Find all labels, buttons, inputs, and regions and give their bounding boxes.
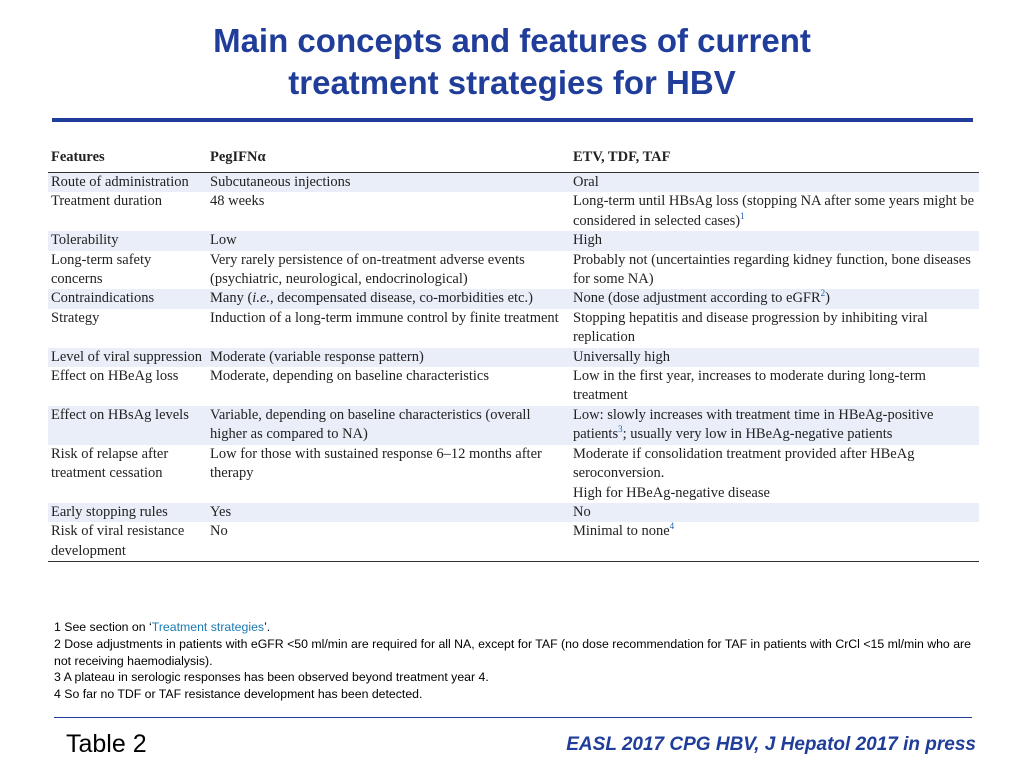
na-cell <box>570 445 979 503</box>
table-header-row <box>48 145 979 173</box>
table-row <box>48 289 979 308</box>
table-row <box>48 367 979 406</box>
na-cell: Low in the first year, increases to moderate during long-term treatment <box>573 368 926 404</box>
feature-cell: Risk of viral resistance development <box>48 522 207 561</box>
pegifn-cell: Moderate, depending on baseline characteristics <box>210 368 490 385</box>
pegifn-cell-italic: i.e. <box>252 290 271 307</box>
na-cell: Oral <box>570 173 979 193</box>
header-pegifn: PegIFNα <box>207 145 570 173</box>
na-cell-text: Long-term until HBsAg loss (stopping NA after some years might be considered in selected cases) <box>573 193 975 229</box>
footnote-marker[interactable]: 4 <box>669 521 675 532</box>
na-cell <box>570 289 979 308</box>
pegifn-cell <box>207 289 570 308</box>
feature-cell: Early stopping rules <box>48 503 207 522</box>
na-cell-text: ) <box>825 290 830 307</box>
footnote-1-text: ’. <box>264 620 271 634</box>
na-cell <box>570 522 979 561</box>
na-cell-text: Low: slowly increases with treatment time in HBeAg-positive patients <box>573 406 934 443</box>
pegifn-cell: Variable, depending on baseline characteristics (overall higher as compared to NA) <box>207 406 570 445</box>
pegifn-cell-text: , decompensated disease, co-morbidities etc.) <box>270 290 533 307</box>
na-cell-text: ; usually very low in HBeAg-negative patients <box>622 426 893 443</box>
na-cell: No <box>570 503 979 522</box>
footnote-1-text: 1 See section on ‘ <box>54 620 152 634</box>
table-row <box>48 309 979 348</box>
footnote-marker[interactable]: 2 <box>820 288 826 299</box>
na-cell: High <box>570 231 979 250</box>
pegifn-cell: No <box>207 522 570 561</box>
slide-title-line-1: Main concepts and features of current <box>213 22 811 59</box>
header-features: Features <box>48 145 207 173</box>
pegifn-cell: Low <box>207 231 570 250</box>
feature-cell: Contraindications <box>48 289 207 308</box>
pegifn-cell: 48 weeks <box>210 193 265 210</box>
title-divider <box>52 118 973 122</box>
slide-title <box>0 20 1024 104</box>
na-cell-line: High for HBeAg-negative disease <box>573 484 770 501</box>
feature-cell: Level of viral suppression <box>48 348 207 367</box>
feature-cell: Risk of relapse after treatment cessation <box>51 445 169 482</box>
table-row <box>48 251 979 290</box>
na-cell: Stopping hepatitis and disease progression by inhibiting viral replication <box>573 309 928 346</box>
feature-cell: Effect on HBeAg loss <box>51 368 179 385</box>
na-cell-text: None (dose adjustment according to eGFR <box>573 290 821 307</box>
table-row <box>48 406 979 445</box>
footer-divider <box>54 717 972 718</box>
table-row <box>48 503 979 522</box>
table-row <box>48 173 979 193</box>
na-cell <box>570 192 979 231</box>
footnote-4: 4 So far no TDF or TAF resistance development has been detected. <box>54 687 423 702</box>
na-cell: Universally high <box>570 348 979 367</box>
slide-title-line-2: treatment strategies for HBV <box>288 64 736 101</box>
footnotes <box>54 619 974 703</box>
footnote-3: 3 A plateau in serologic responses has been observed beyond treatment year 4. <box>54 670 489 685</box>
treatment-features-table <box>48 145 979 562</box>
feature-cell: Strategy <box>51 309 100 326</box>
pegifn-cell: Low for those with sustained response 6–12 months after therapy <box>210 445 542 482</box>
na-cell-text: Minimal to none <box>573 523 670 540</box>
table-row <box>48 192 979 231</box>
feature-cell: Route of administration <box>48 173 207 193</box>
table-row <box>48 348 979 367</box>
na-cell <box>570 406 979 445</box>
footnote-marker[interactable]: 1 <box>740 210 745 221</box>
feature-cell: Long-term safety concerns <box>51 251 152 288</box>
table-row <box>48 445 979 503</box>
table-label: Table 2 <box>66 730 147 758</box>
treatment-strategies-link[interactable]: Treatment strategies <box>151 620 265 634</box>
feature-cell: Tolerability <box>48 231 207 250</box>
pegifn-cell: Subcutaneous injections <box>207 173 570 193</box>
pegifn-cell: Yes <box>207 503 570 522</box>
footnote-2: 2 Dose adjustments in patients with eGFR <50 ml/min are required for all NA, except for TAF (no dose recommendation for TAF in patients with CrCl <15 ml/min who are not receiving haemodialysis). <box>54 636 971 668</box>
na-cell: Probably not (uncertainties regarding kidney function, bone diseases for some NA) <box>573 251 971 288</box>
table-row <box>48 231 979 250</box>
footnote-1 <box>54 619 974 636</box>
footnote-marker[interactable]: 3 <box>618 424 623 435</box>
header-na: ETV, TDF, TAF <box>570 145 979 173</box>
pegifn-cell: Induction of a long-term immune control by finite treatment <box>210 309 559 326</box>
pegifn-cell: Very rarely persistence of on-treatment adverse events (psychiatric, neurological, endocrinological) <box>210 251 525 288</box>
citation: EASL 2017 CPG HBV, J Hepatol 2017 in press <box>566 734 976 755</box>
pegifn-cell: Moderate (variable response pattern) <box>207 348 570 367</box>
feature-cell: Treatment duration <box>51 193 163 210</box>
feature-cell: Effect on HBsAg levels <box>48 406 207 445</box>
na-cell-line: Moderate if consolidation treatment provided after HBeAg seroconversion. <box>573 445 915 482</box>
pegifn-cell-text: Many ( <box>210 290 253 307</box>
table-row <box>48 522 979 561</box>
